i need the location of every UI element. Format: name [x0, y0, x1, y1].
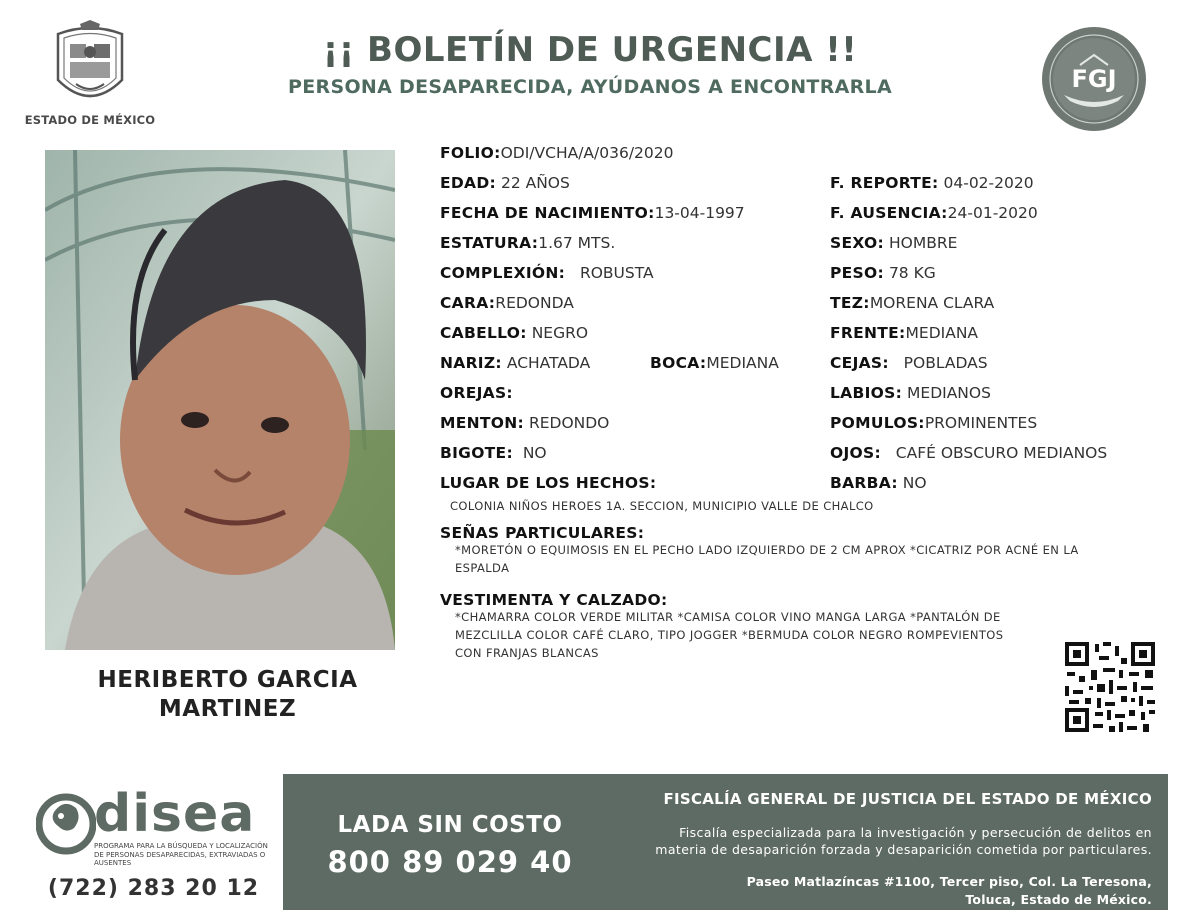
field-value: HOMBRE — [888, 234, 958, 252]
field-pomulos — [830, 414, 1037, 432]
field-value: MORENA CLARA — [869, 294, 995, 312]
field-label: F. REPORTE: — [830, 174, 939, 192]
field-peso — [830, 264, 936, 282]
field-value: ODI/VCHA/A/036/2020 — [500, 144, 674, 162]
field-label: OREJAS: — [440, 384, 513, 402]
field-label: LUGAR DE LOS HECHOS: — [440, 474, 657, 492]
lada-label: LADA SIN COSTO — [337, 812, 563, 838]
field-boca — [650, 354, 779, 372]
field-value: NO — [902, 474, 927, 492]
field-label: FRENTE: — [830, 324, 906, 342]
missing-person-photo — [45, 150, 395, 650]
field-value: MEDIANOS — [907, 384, 991, 402]
field-label: MENTON: — [440, 414, 525, 432]
field-value: CAFÉ OBSCURO MEDIANOS — [895, 444, 1108, 462]
field-label: BOCA: — [650, 354, 707, 372]
person-name-line2: MARTINEZ — [158, 696, 297, 722]
fgj-description — [600, 824, 1152, 858]
field-label: EDAD: — [440, 174, 497, 192]
field-sexo — [830, 234, 957, 252]
field-label: OJOS: — [830, 444, 881, 462]
field-ojos — [830, 444, 1107, 462]
senas-line: *MORETÓN O EQUIMOSIS EN EL PECHO LADO IZQUIERDO DE 2 CM APROX *CICATRIZ POR ACNÉ EN LA — [455, 543, 1079, 557]
person-name — [45, 666, 410, 724]
field-label: SEXO: — [830, 234, 885, 252]
field-label: F. AUSENCIA: — [830, 204, 948, 222]
field-label: CARA: — [440, 294, 496, 312]
field-label: BIGOTE: — [440, 444, 513, 462]
fgj-address-line: Toluca, Estado de México. — [965, 892, 1152, 907]
lada-number[interactable]: 800 89 029 40 — [327, 845, 573, 879]
field-lugar-value: COLONIA NIÑOS HEROES 1A. SECCION, MUNICIPIO VALLE DE CHALCO — [450, 499, 874, 513]
field-value: PROMINENTES — [924, 414, 1038, 432]
field-label: CEJAS: — [830, 354, 889, 372]
bulletin-title: ¡¡ BOLETÍN DE URGENCIA !! — [322, 30, 858, 70]
field-fecha-nacimiento — [440, 204, 745, 222]
field-label: ESTATURA: — [440, 234, 539, 252]
estado-de-mexico-coat-of-arms-icon — [50, 20, 130, 108]
field-value: 22 AÑOS — [500, 174, 570, 192]
field-label: BARBA: — [830, 474, 898, 492]
field-label: PESO: — [830, 264, 884, 282]
field-value: ACHATADA — [506, 354, 591, 372]
field-value: MEDIANA — [905, 324, 979, 342]
fgj-seal-icon — [1040, 25, 1148, 133]
senas-line: ESPALDA — [455, 561, 510, 575]
person-name-line1: HERIBERTO GARCIA — [97, 667, 358, 693]
fgj-description-line: Fiscalía especializada para la investigación y persecución de delitos en — [679, 825, 1152, 840]
field-value: REDONDA — [495, 294, 574, 312]
field-label: COMPLEXIÓN: — [440, 264, 566, 282]
field-labios — [830, 384, 991, 402]
vestimenta-label: VESTIMENTA Y CALZADO: — [440, 591, 668, 609]
field-label: NARIZ: — [440, 354, 502, 372]
field-label: FECHA DE NACIMIENTO: — [440, 204, 655, 222]
field-folio — [440, 144, 674, 162]
odisea-brand: disea — [94, 784, 256, 844]
field-value: ROBUSTA — [579, 264, 654, 282]
vestimenta-line: *CHAMARRA COLOR VERDE MILITAR *CAMISA COLOR VINO MANGA LARGA *PANTALÓN DE — [455, 610, 1001, 624]
odisea-program: PROGRAMA PARA LA BÚSQUEDA Y LOCALIZACIÓN DE PERSONAS DESAPARECIDAS, EXTRAVIADAS O AUSENTES — [94, 842, 268, 867]
odisea-phone[interactable]: (722) 283 20 12 — [47, 876, 260, 901]
fgj-seal-text: FGJ — [1071, 65, 1117, 93]
field-label: POMULOS: — [830, 414, 925, 432]
fgj-name: FISCALÍA GENERAL DE JUSTICIA DEL ESTADO DE MÉXICO — [663, 790, 1152, 808]
field-label: CABELLO: — [440, 324, 527, 342]
field-value: 1.67 MTS. — [538, 234, 616, 252]
field-value: 13-04-1997 — [654, 204, 745, 222]
senas-text — [455, 541, 1115, 577]
field-label: FOLIO: — [440, 144, 501, 162]
field-edad — [440, 174, 570, 192]
field-complexion — [440, 264, 654, 282]
field-cejas — [830, 354, 988, 372]
field-f-reporte — [830, 174, 1034, 192]
field-nariz — [440, 354, 590, 372]
qr-code-icon[interactable] — [1063, 640, 1157, 734]
field-cara — [440, 294, 574, 312]
field-value: NO — [522, 444, 547, 462]
field-value: MEDIANA — [706, 354, 779, 372]
field-lugar — [440, 474, 656, 492]
vestimenta-line: CON FRANJAS BLANCAS — [455, 646, 599, 660]
fgj-address-line: Paseo Matlazíncas #1100, Tercer piso, Col. La Teresona, — [746, 874, 1152, 889]
field-f-ausencia — [830, 204, 1038, 222]
field-estatura — [440, 234, 615, 252]
field-bigote — [440, 444, 547, 462]
field-orejas — [440, 384, 513, 402]
field-menton — [440, 414, 609, 432]
field-barba — [830, 474, 927, 492]
odisea-logo — [36, 784, 271, 870]
field-value: 24-01-2020 — [947, 204, 1038, 222]
fgj-description-line: materia de desaparición forzada y desaparición cometida por particulares. — [655, 842, 1152, 857]
field-label: LABIOS: — [830, 384, 903, 402]
vestimenta-line: MEZCLILLA COLOR CAFÉ CLARO, TIPO JOGGER *BERMUDA COLOR NEGRO ROMPEVIENTOS — [455, 628, 1004, 642]
vestimenta-text — [455, 608, 1055, 662]
senas-label: SEÑAS PARTICULARES: — [440, 524, 645, 542]
field-tez — [830, 294, 994, 312]
field-value: 78 KG — [888, 264, 936, 282]
bulletin-subtitle: PERSONA DESAPARECIDA, AYÚDANOS A ENCONTRARLA — [288, 76, 892, 98]
state-label: ESTADO DE MÉXICO — [24, 113, 156, 127]
odisea-logo-icon — [36, 790, 96, 860]
field-frente — [830, 324, 978, 342]
field-label: TEZ: — [830, 294, 870, 312]
fgj-address — [600, 873, 1152, 909]
field-value: NEGRO — [531, 324, 589, 342]
field-value: 04-02-2020 — [943, 174, 1034, 192]
field-value: POBLADAS — [903, 354, 988, 372]
field-cabello — [440, 324, 588, 342]
field-value: REDONDO — [528, 414, 610, 432]
